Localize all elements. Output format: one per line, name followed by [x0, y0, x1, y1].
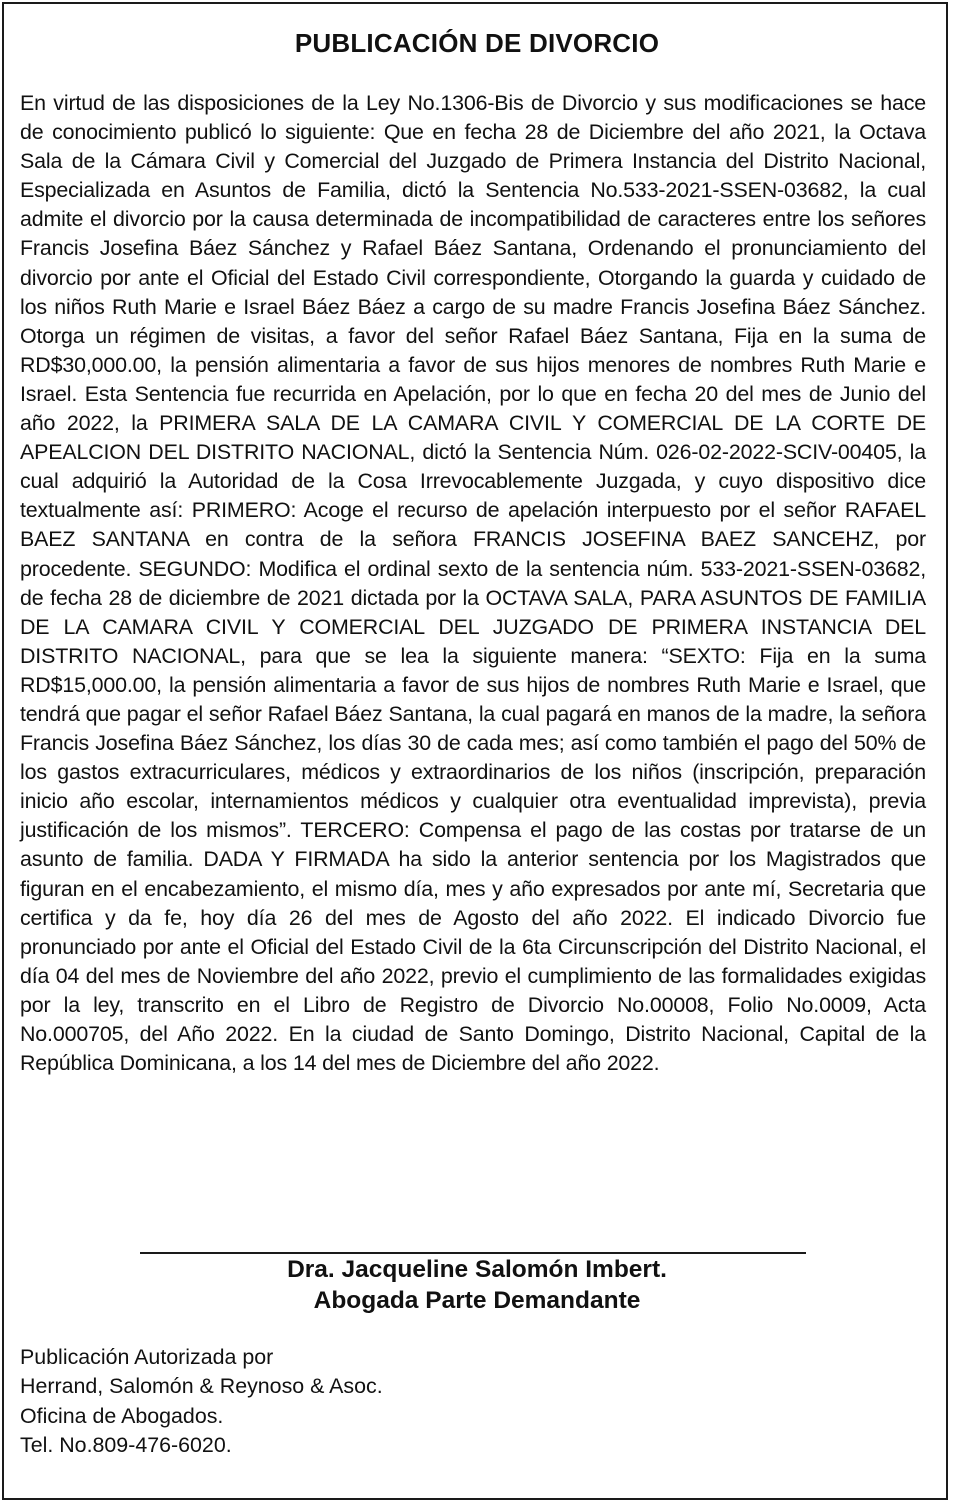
- notice-title: PUBLICACIÓN DE DIVORCIO: [294, 28, 660, 58]
- signer-role: Abogada Parte Demandante: [313, 1287, 641, 1314]
- signature-block: [0, 1254, 954, 1316]
- signer-name: Dra. Jacqueline Salomón Imbert.: [287, 1256, 667, 1283]
- publication-footer: [20, 1343, 383, 1460]
- footer-firm-name: Herrand, Salomón & Reynoso & Asoc.: [20, 1374, 383, 1399]
- footer-office: Oficina de Abogados.: [20, 1403, 224, 1428]
- footer-authorized-by: Publicación Autorizada por: [20, 1345, 274, 1369]
- footer-phone: Tel. No.809-476-6020.: [20, 1432, 232, 1457]
- notice-body: En virtud de las disposiciones de la Ley No.1306-Bis de Divorcio y sus modificaciones se hace de conocimiento publicó lo siguiente: Que en fecha 28 de Diciembre del año 2021, la Octava Sala de la Cámara Civil y Comercial del Juzgado de Primera Instancia del Distrito Nacional, Especializada en Asuntos de Familia, dictó la Sentencia No.533-2021-SSEN-03682, la cual admite el divorcio por la causa determinada de incompatibilidad de caracteres entre los señores Francis Josefina Báez Sánchez y Rafael Báez Santana, Ordenando el pronunciamiento del divorcio por ante el Oficial del Estado Civil correspondiente, Otorgando la guarda y cuidado de los niños Ruth Marie e Israel Báez Báez a cargo de su madre Francis Josefina Báez Sánchez. Otorga un régimen de visitas, a favor del señor Rafael Báez Santana, Fija en la suma de RD$30,000.00, la pensión alimentaria a favor de sus hijos menores de nombres Ruth Marie e Israel. Esta Sentencia fue recurrida en Apelación, por lo que en fecha 20 del mes de Junio del año 2022, la PRIMERA SALA DE LA CAMARA CIVIL Y COMERCIAL DE LA CORTE DE APEALCION DEL DISTRITO NACIONAL, dictó la Sentencia Núm. 026-02-2022-SCIV-00405, la cual adquirió la Autoridad de la Cosa Irrevocablemente Juzgada, y cuyo dispositivo dice textualmente así: PRIMERO: Acoge el recurso de apelación interpuesto por el señor RAFAEL BAEZ SANTANA en contra de la señora FRANCIS JOSEFINA BAEZ SANCEHZ, por procedente. SEGUNDO: Modifica el ordinal sexto de la sentencia núm. 533-2021-SSEN-03682, de fecha 28 de diciembre de 2021 dictada por la OCTAVA SALA, PARA ASUNTOS DE FAMILIA DE LA CAMARA CIVIL Y COMERCIAL DEL JUZGADO DE PRIMERA INSTANCIA DEL DISTRITO NACIONAL, para que se lea la siguiente manera: “SEXTO: Fija en la suma RD$15,000.00, la pensión alimentaria a favor de sus hijos de nombres Ruth Marie e Israel, que tendrá que pagar el señor Rafael Báez Santana, la cual pagará en manos de la madre, la señora Francis Josefina Báez Sánchez, los días 30 de cada mes; así como también el pago del 50% de los gastos extracurriculares, médicos y extraordinarios de los niños (inscripción, preparación inicio año escolar, internamientos médicos y cualquier otra eventualidad imprevista), previa justificación de los mismos”. TERCERO: Compensa el pago de las costas por tratarse de un asunto de familia. DADA Y FIRMADA ha sido la anterior sentencia por los Magistrados que figuran en el encabezamiento, el mismo día, mes y año expresados por ante mí, Secretaria que certifica y da fe, hoy día 26 del mes de Agosto del año 2022. El indicado Divorcio fue pronunciado por ante el Oficial del Estado Civil de la 6ta Circunscripción del Distrito Nacional, el día 04 del mes de Noviembre del año 2022, previo el cumplimiento de las formalidades exigidas por la ley, transcrito en el Libro de Registro de Divorcio No.00008, Folio No.0009, Acta No.000705, del Año 2022. En la ciudad de Santo Domingo, Distrito Nacional, Capital de la República Dominicana, a los 14 del mes de Diciembre del año 2022.: [20, 91, 926, 1076]
